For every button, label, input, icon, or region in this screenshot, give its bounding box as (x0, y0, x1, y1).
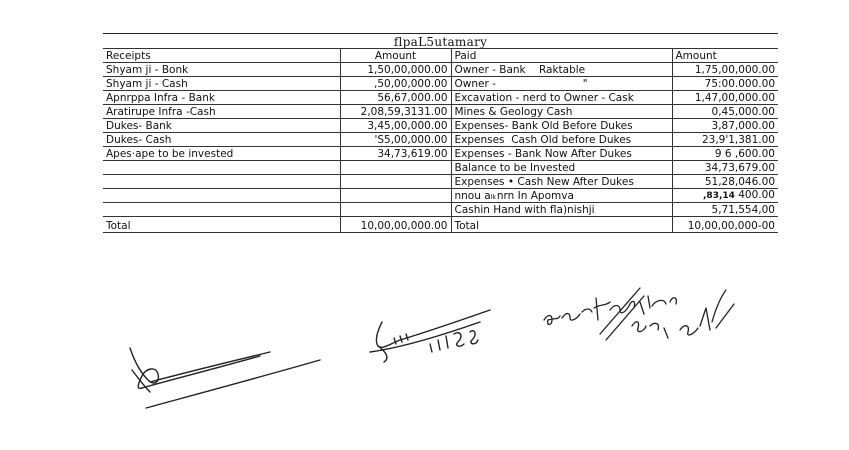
signature-left (120, 330, 330, 420)
paid-amount-rest: 400.00 (738, 189, 775, 201)
receipt-amount: 34,73,619.00 (340, 147, 451, 161)
paid-total-label: Total (451, 217, 672, 233)
receipt-amount: ,50,00,000.00 (340, 77, 451, 91)
paid-label: Expenses • Cash New After Dukes (451, 175, 672, 189)
receipt-label: Aratirupe Infra -Cash (103, 105, 340, 119)
receipt-label (103, 175, 340, 189)
receipt-label (103, 203, 340, 217)
receipt-amount (340, 189, 451, 203)
receipt-amount: 1,50,00,000.00 (340, 63, 451, 77)
paid-label: Owner - " (451, 77, 672, 91)
table-row (103, 91, 778, 105)
paid-amount: 9 6 ,600.00 (672, 147, 778, 161)
receipt-label (103, 161, 340, 175)
paid-amount: 0,45,000.00 (672, 105, 778, 119)
receipt-label: Dukes- Cash (103, 133, 340, 147)
summary-table (103, 48, 778, 233)
receipt-amount (340, 175, 451, 189)
column-header-amount: Amount (340, 49, 451, 63)
signature-right (540, 278, 740, 358)
column-header-receipts: Receipts (103, 49, 340, 63)
paid-amount: 5,71,554,00 (672, 203, 778, 217)
top-rule (103, 33, 778, 34)
total-row (103, 217, 778, 233)
table-row (103, 119, 778, 133)
paid-amount-bold-part: ,83,14 (703, 191, 735, 201)
document-title: flpaL5utamary (393, 35, 488, 49)
table-row (103, 203, 778, 217)
paid-label: Expenses- Bank Old Before Dukes (451, 119, 672, 133)
paid-label: nnou aₗₖnrn In Apomva (451, 189, 672, 203)
paid-total-amount: 10,00,00,000-00 (672, 217, 778, 233)
receipts-total-amount: 10,00,00,000.00 (340, 217, 451, 233)
paid-label: Owner - Bank Raktable (451, 63, 672, 77)
paid-amount: 23,9'1,381.00 (672, 133, 778, 147)
table-row (103, 105, 778, 119)
receipt-amount (340, 161, 451, 175)
column-header-paid: Paid (451, 49, 672, 63)
table-row (103, 189, 778, 203)
paid-label: Expenses - Bank Now After Dukes (451, 147, 672, 161)
table-row (103, 175, 778, 189)
receipt-amount: 3,45,00,000.00 (340, 119, 451, 133)
receipt-amount: 56,67,000.00 (340, 91, 451, 105)
table-row (103, 147, 778, 161)
paid-label: Expenses Cash Old before Dukes (451, 133, 672, 147)
receipt-amount (340, 203, 451, 217)
paid-amount: 1,47,00,000.00 (672, 91, 778, 105)
receipt-label: Dukes- Bank (103, 119, 340, 133)
receipt-amount: 'S5,00,000.00 (340, 133, 451, 147)
receipt-amount: 2,08,59,3131.00 (340, 105, 451, 119)
paid-amount: 1,75,00,000.00 (672, 63, 778, 77)
receipt-label: Apes·ape to be invested (103, 147, 340, 161)
paid-label: Balance to be Invested (451, 161, 672, 175)
table-header-row (103, 49, 778, 63)
column-header-amount: Amount (672, 49, 778, 63)
paid-amount (672, 189, 778, 203)
table-row (103, 133, 778, 147)
paid-label: Excavation - nerd to Owner - Cask (451, 91, 672, 105)
receipt-label: Apnrppa Infra - Bank (103, 91, 340, 105)
signature-middle (360, 300, 500, 370)
paid-amount: 75:00.000.00 (672, 77, 778, 91)
table-row (103, 161, 778, 175)
table-row (103, 63, 778, 77)
receipts-total-label: Total (103, 217, 340, 233)
paid-amount: 3,87,000.00 (672, 119, 778, 133)
paid-label: Cashin Hand with fla)nishji (451, 203, 672, 217)
receipt-label: Shyam ji - Bonk (103, 63, 340, 77)
paid-amount: 34,73,679.00 (672, 161, 778, 175)
paid-amount: 51,28,046.00 (672, 175, 778, 189)
receipt-label: Shyam ji - Cash (103, 77, 340, 91)
table-row (103, 77, 778, 91)
paid-label: Mines & Geology Cash (451, 105, 672, 119)
receipt-label (103, 189, 340, 203)
